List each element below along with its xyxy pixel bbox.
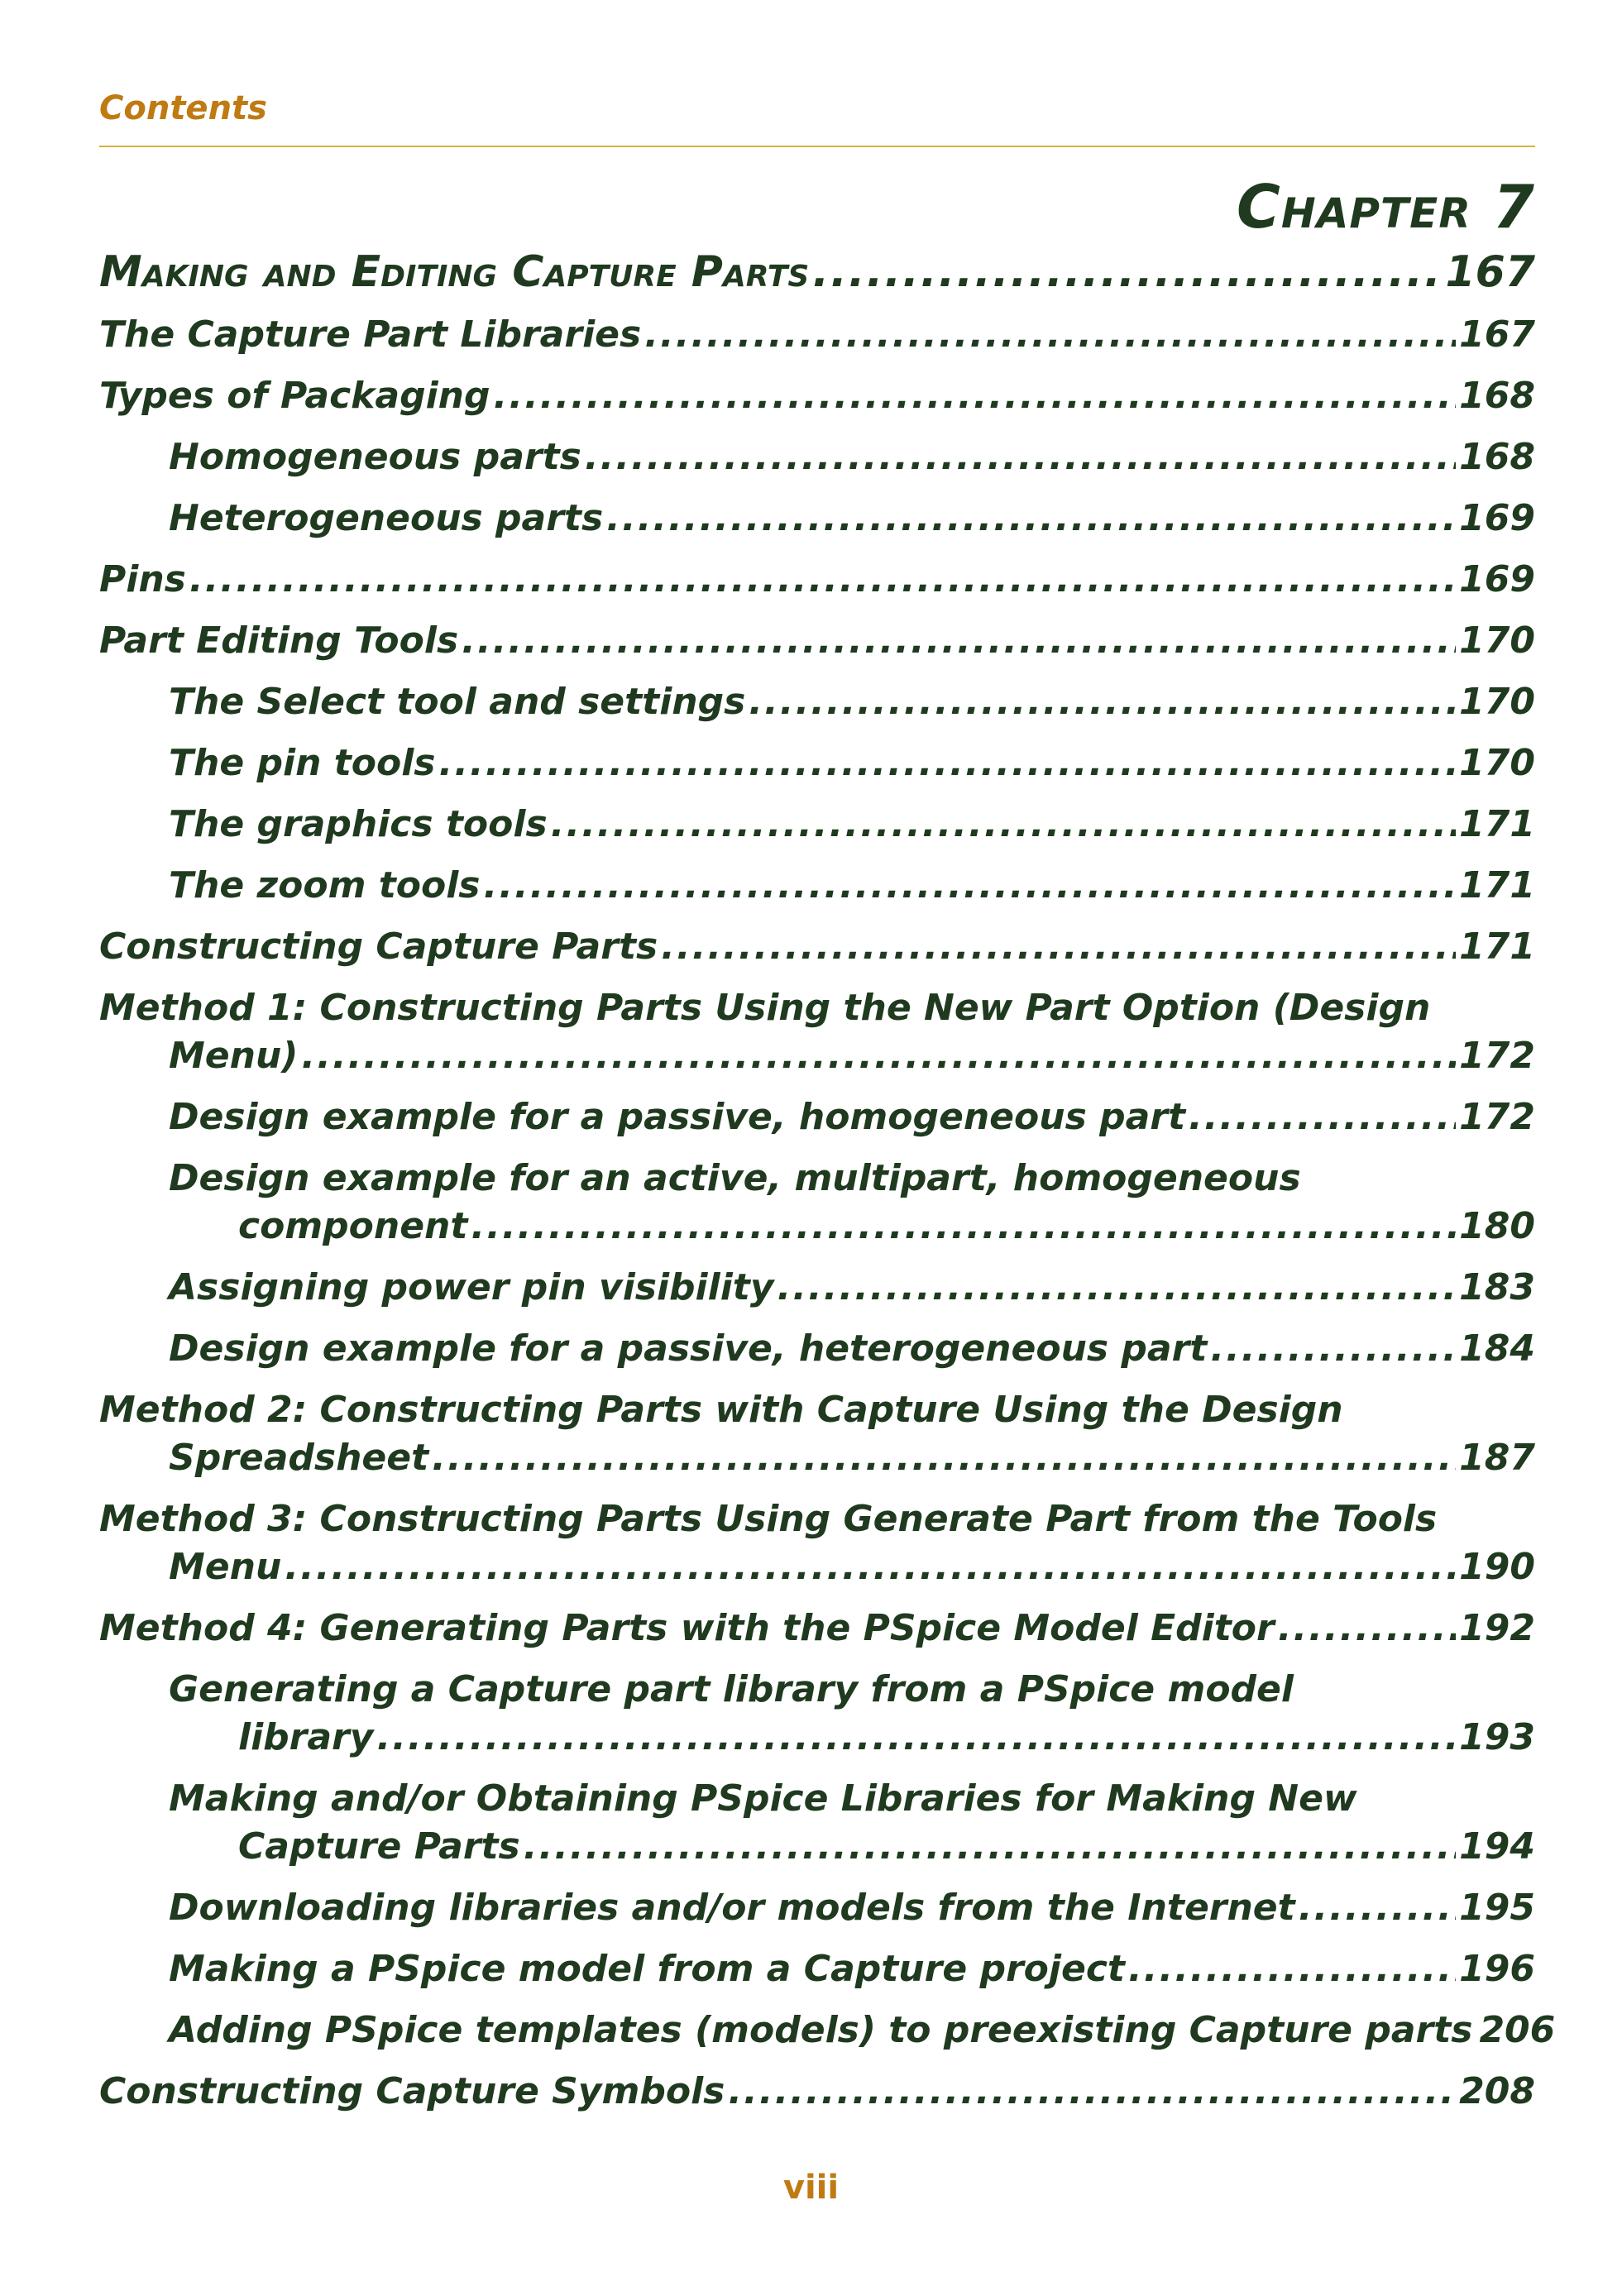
dot-leader xyxy=(728,2068,1456,2116)
toc-page-number: 171 xyxy=(1459,926,1535,968)
running-header: Contents xyxy=(99,89,267,127)
toc-entry[interactable] xyxy=(99,862,1535,910)
toc-entry-title-line: Method 1: Constructing Parts Using the New Part Option (Design xyxy=(99,987,1431,1029)
dot-leader xyxy=(1189,1093,1456,1141)
toc-entry-title-line: Method 2: Constructing Parts with Capture Using the Design xyxy=(99,1389,1343,1431)
toc-page-number: 180 xyxy=(1459,1205,1535,1247)
toc-entry-title: Menu xyxy=(169,1546,282,1588)
toc-entry[interactable] xyxy=(99,984,1535,1080)
toc-entry[interactable] xyxy=(99,1264,1535,1312)
toc-page-number: 190 xyxy=(1459,1546,1535,1588)
toc-entry[interactable] xyxy=(99,372,1535,420)
toc-page-number: 195 xyxy=(1459,1887,1535,1929)
header-divider xyxy=(99,146,1535,147)
toc-entry-title: Types of Packaging xyxy=(99,375,490,417)
toc-page-number: 170 xyxy=(1459,619,1535,662)
toc-page-number: 172 xyxy=(1459,1035,1535,1077)
dot-leader xyxy=(1210,1325,1456,1373)
toc-entry-title: The Capture Part Libraries xyxy=(99,313,642,356)
toc-entry-title: Design example for a passive, homogeneous part xyxy=(169,1096,1185,1138)
toc-entry[interactable] xyxy=(99,248,1535,296)
toc-entry-title: Assigning power pin visibility xyxy=(169,1266,774,1308)
toc-page-number: 169 xyxy=(1459,558,1535,600)
toc-entry-title: component xyxy=(238,1205,468,1247)
toc-entry[interactable] xyxy=(99,923,1535,971)
toc-entry-title: Pins xyxy=(99,558,186,600)
toc-entry[interactable] xyxy=(99,1495,1535,1591)
dot-leader xyxy=(644,311,1456,359)
dot-leader xyxy=(432,1434,1456,1482)
dot-leader xyxy=(301,1032,1456,1080)
dot-leader xyxy=(484,862,1457,910)
dot-leader xyxy=(524,1823,1456,1871)
dot-leader xyxy=(285,1543,1456,1591)
toc-entry-title-line: Generating a Capture part library from a PSpice model xyxy=(169,1668,1294,1710)
toc-page-number: 193 xyxy=(1459,1716,1535,1758)
toc-page-number: 208 xyxy=(1459,2070,1535,2112)
dot-leader xyxy=(438,739,1456,787)
toc-entry-title: Part Editing Tools xyxy=(99,619,459,662)
toc-page-number: 171 xyxy=(1459,803,1535,845)
toc-entry-title: Making a PSpice model from a Capture project xyxy=(169,1948,1125,1990)
toc-page-number: 168 xyxy=(1459,375,1535,417)
toc-page-number: 194 xyxy=(1459,1825,1535,1868)
dot-leader xyxy=(494,372,1457,420)
toc-page-number: 167 xyxy=(1459,313,1535,356)
toc-entry[interactable] xyxy=(99,556,1535,604)
toc-page-number: 169 xyxy=(1459,497,1535,539)
toc-entry[interactable] xyxy=(99,1884,1535,1932)
dot-leader xyxy=(376,1714,1456,1762)
toc-entry-title: The pin tools xyxy=(169,742,436,784)
toc-entry-title: The graphics tools xyxy=(169,803,548,845)
toc-entry-title: Menu) xyxy=(169,1035,299,1077)
dot-leader xyxy=(551,801,1457,849)
toc-page-number: 170 xyxy=(1459,742,1535,784)
dot-leader xyxy=(749,678,1456,726)
toc-page-number: 171 xyxy=(1459,864,1535,906)
toc-entry-title: The Select tool and settings xyxy=(169,681,746,723)
toc-entry-title: Design example for a passive, heterogeneous part xyxy=(169,1327,1208,1370)
toc-entry[interactable] xyxy=(99,1093,1535,1141)
toc-entry-title-line: Method 3: Constructing Parts Using Generate Part from the Tools xyxy=(99,1498,1438,1540)
dot-leader xyxy=(471,1203,1456,1251)
toc-entry-title: Constructing Capture Parts xyxy=(99,926,658,968)
dot-leader xyxy=(1299,1884,1456,1932)
toc-page-number: 184 xyxy=(1459,1327,1535,1370)
toc-entry-title: library xyxy=(238,1716,374,1758)
toc-entry[interactable] xyxy=(99,2068,1535,2116)
toc-entry[interactable] xyxy=(99,617,1535,665)
toc-entry[interactable] xyxy=(99,311,1535,359)
toc-entry-title-line: Making and/or Obtaining PSpice Libraries for Making New xyxy=(169,1777,1357,1820)
toc-entry[interactable] xyxy=(99,678,1535,726)
dot-leader xyxy=(585,433,1456,481)
toc-entry[interactable] xyxy=(99,739,1535,787)
dot-leader xyxy=(1278,1605,1456,1653)
toc-entry[interactable] xyxy=(99,1605,1535,1653)
table-of-contents xyxy=(99,247,1556,2116)
toc-page-number: 196 xyxy=(1459,1948,1535,1990)
toc-entry[interactable] xyxy=(99,1775,1535,1871)
toc-entry[interactable] xyxy=(99,1945,1535,1993)
dot-leader xyxy=(778,1264,1457,1312)
page-folio: viii xyxy=(782,2169,840,2207)
toc-entry[interactable] xyxy=(99,1386,1535,1482)
toc-entry-title: Homogeneous parts xyxy=(169,436,581,478)
toc-entry[interactable] xyxy=(99,801,1535,849)
toc-page-number: 192 xyxy=(1459,1607,1535,1649)
toc-entry[interactable] xyxy=(99,495,1535,543)
toc-entry-title: Downloading libraries and/or models from the Internet xyxy=(169,1887,1295,1929)
toc-entry[interactable] xyxy=(99,2007,1556,2054)
toc-page-number: 170 xyxy=(1459,681,1535,723)
dot-leader xyxy=(606,495,1456,543)
toc-entry-title: Adding PSpice templates (models) to preexisting Capture parts xyxy=(169,2009,1473,2051)
toc-page-number: 187 xyxy=(1459,1437,1535,1479)
toc-page-number: 206 xyxy=(1479,2009,1556,2051)
chapter-title: Chapter 7 xyxy=(1237,172,1535,242)
toc-page-number: 167 xyxy=(1445,247,1535,297)
toc-entry[interactable] xyxy=(99,433,1535,481)
toc-entry-title: Making and Editing Capture Parts xyxy=(99,247,810,297)
toc-page-number: 168 xyxy=(1459,436,1535,478)
toc-entry-title: Constructing Capture Symbols xyxy=(99,2070,725,2112)
dot-leader xyxy=(1128,1945,1456,1993)
dot-leader xyxy=(462,617,1456,665)
toc-page-number: 183 xyxy=(1459,1266,1535,1308)
toc-entry-title-line: Design example for an active, multipart, homogeneous xyxy=(169,1157,1301,1199)
dot-leader xyxy=(661,923,1456,971)
toc-entry-title: Method 4: Generating Parts with the PSpice Model Editor xyxy=(99,1607,1275,1649)
toc-page-number: 172 xyxy=(1459,1096,1535,1138)
toc-entry-title: Spreadsheet xyxy=(169,1437,429,1479)
toc-entry[interactable] xyxy=(99,1325,1535,1373)
toc-entry-title: Capture Parts xyxy=(238,1825,520,1868)
dot-leader xyxy=(812,248,1442,296)
toc-entry-title: The zoom tools xyxy=(169,864,481,906)
toc-entry[interactable] xyxy=(99,1666,1535,1762)
toc-entry[interactable] xyxy=(99,1155,1535,1251)
dot-leader xyxy=(189,556,1456,604)
toc-entry-title: Heterogeneous parts xyxy=(169,497,604,539)
